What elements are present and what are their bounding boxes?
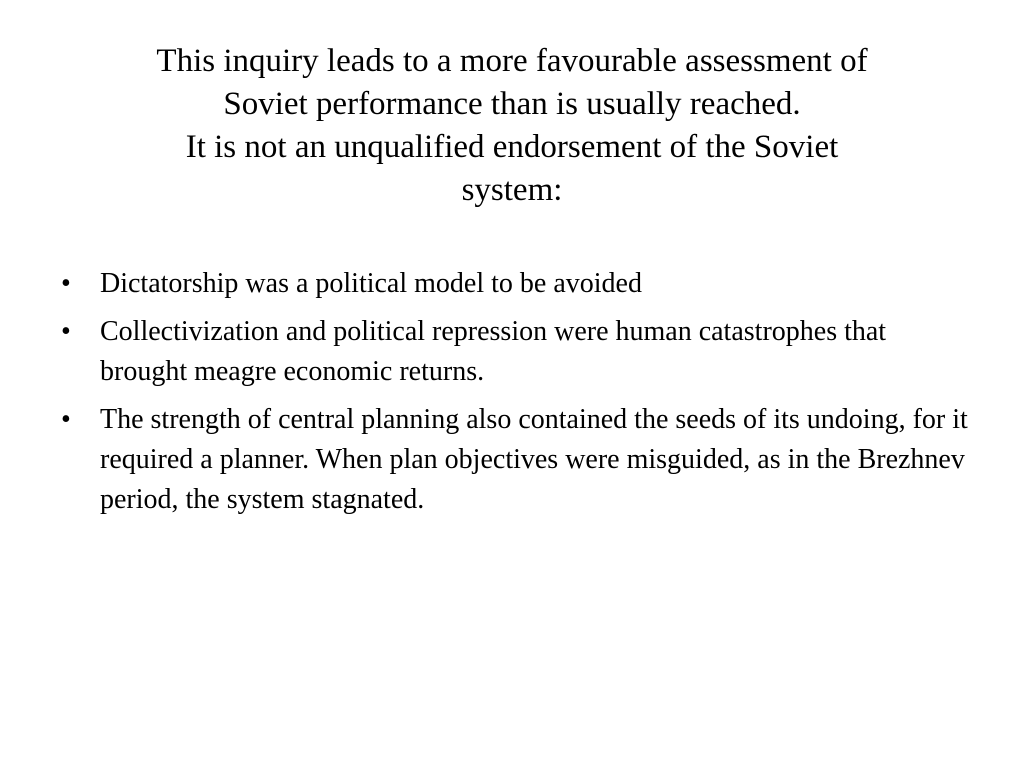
bullet-icon: • — [61, 316, 71, 347]
bullet-text: Collectivization and political repression were human catastrophes that brought meagre economic returns. — [100, 316, 887, 387]
title-line: It is not an unqualified endorsement of the Soviet — [185, 129, 839, 165]
title-line: This inquiry leads to a more favourable assessment of — [156, 43, 868, 79]
bullet-list — [58, 264, 978, 528]
bullet-icon: • — [61, 268, 71, 299]
bullet-text: The strength of central planning also contained the seeds of its undoing, for it required a planner. When plan objectives were misguided, as in the Brezhnev period, the system stagnated. — [100, 404, 968, 515]
bullet-text: Dictatorship was a political model to be avoided — [100, 268, 642, 299]
title-line: system: — [461, 172, 563, 208]
bullet-item — [58, 312, 978, 392]
bullet-icon: • — [61, 404, 71, 435]
bullet-item — [58, 264, 978, 304]
title-line: Soviet performance than is usually reached. — [223, 86, 801, 122]
slide-title — [60, 40, 964, 212]
bullet-item — [58, 400, 978, 520]
